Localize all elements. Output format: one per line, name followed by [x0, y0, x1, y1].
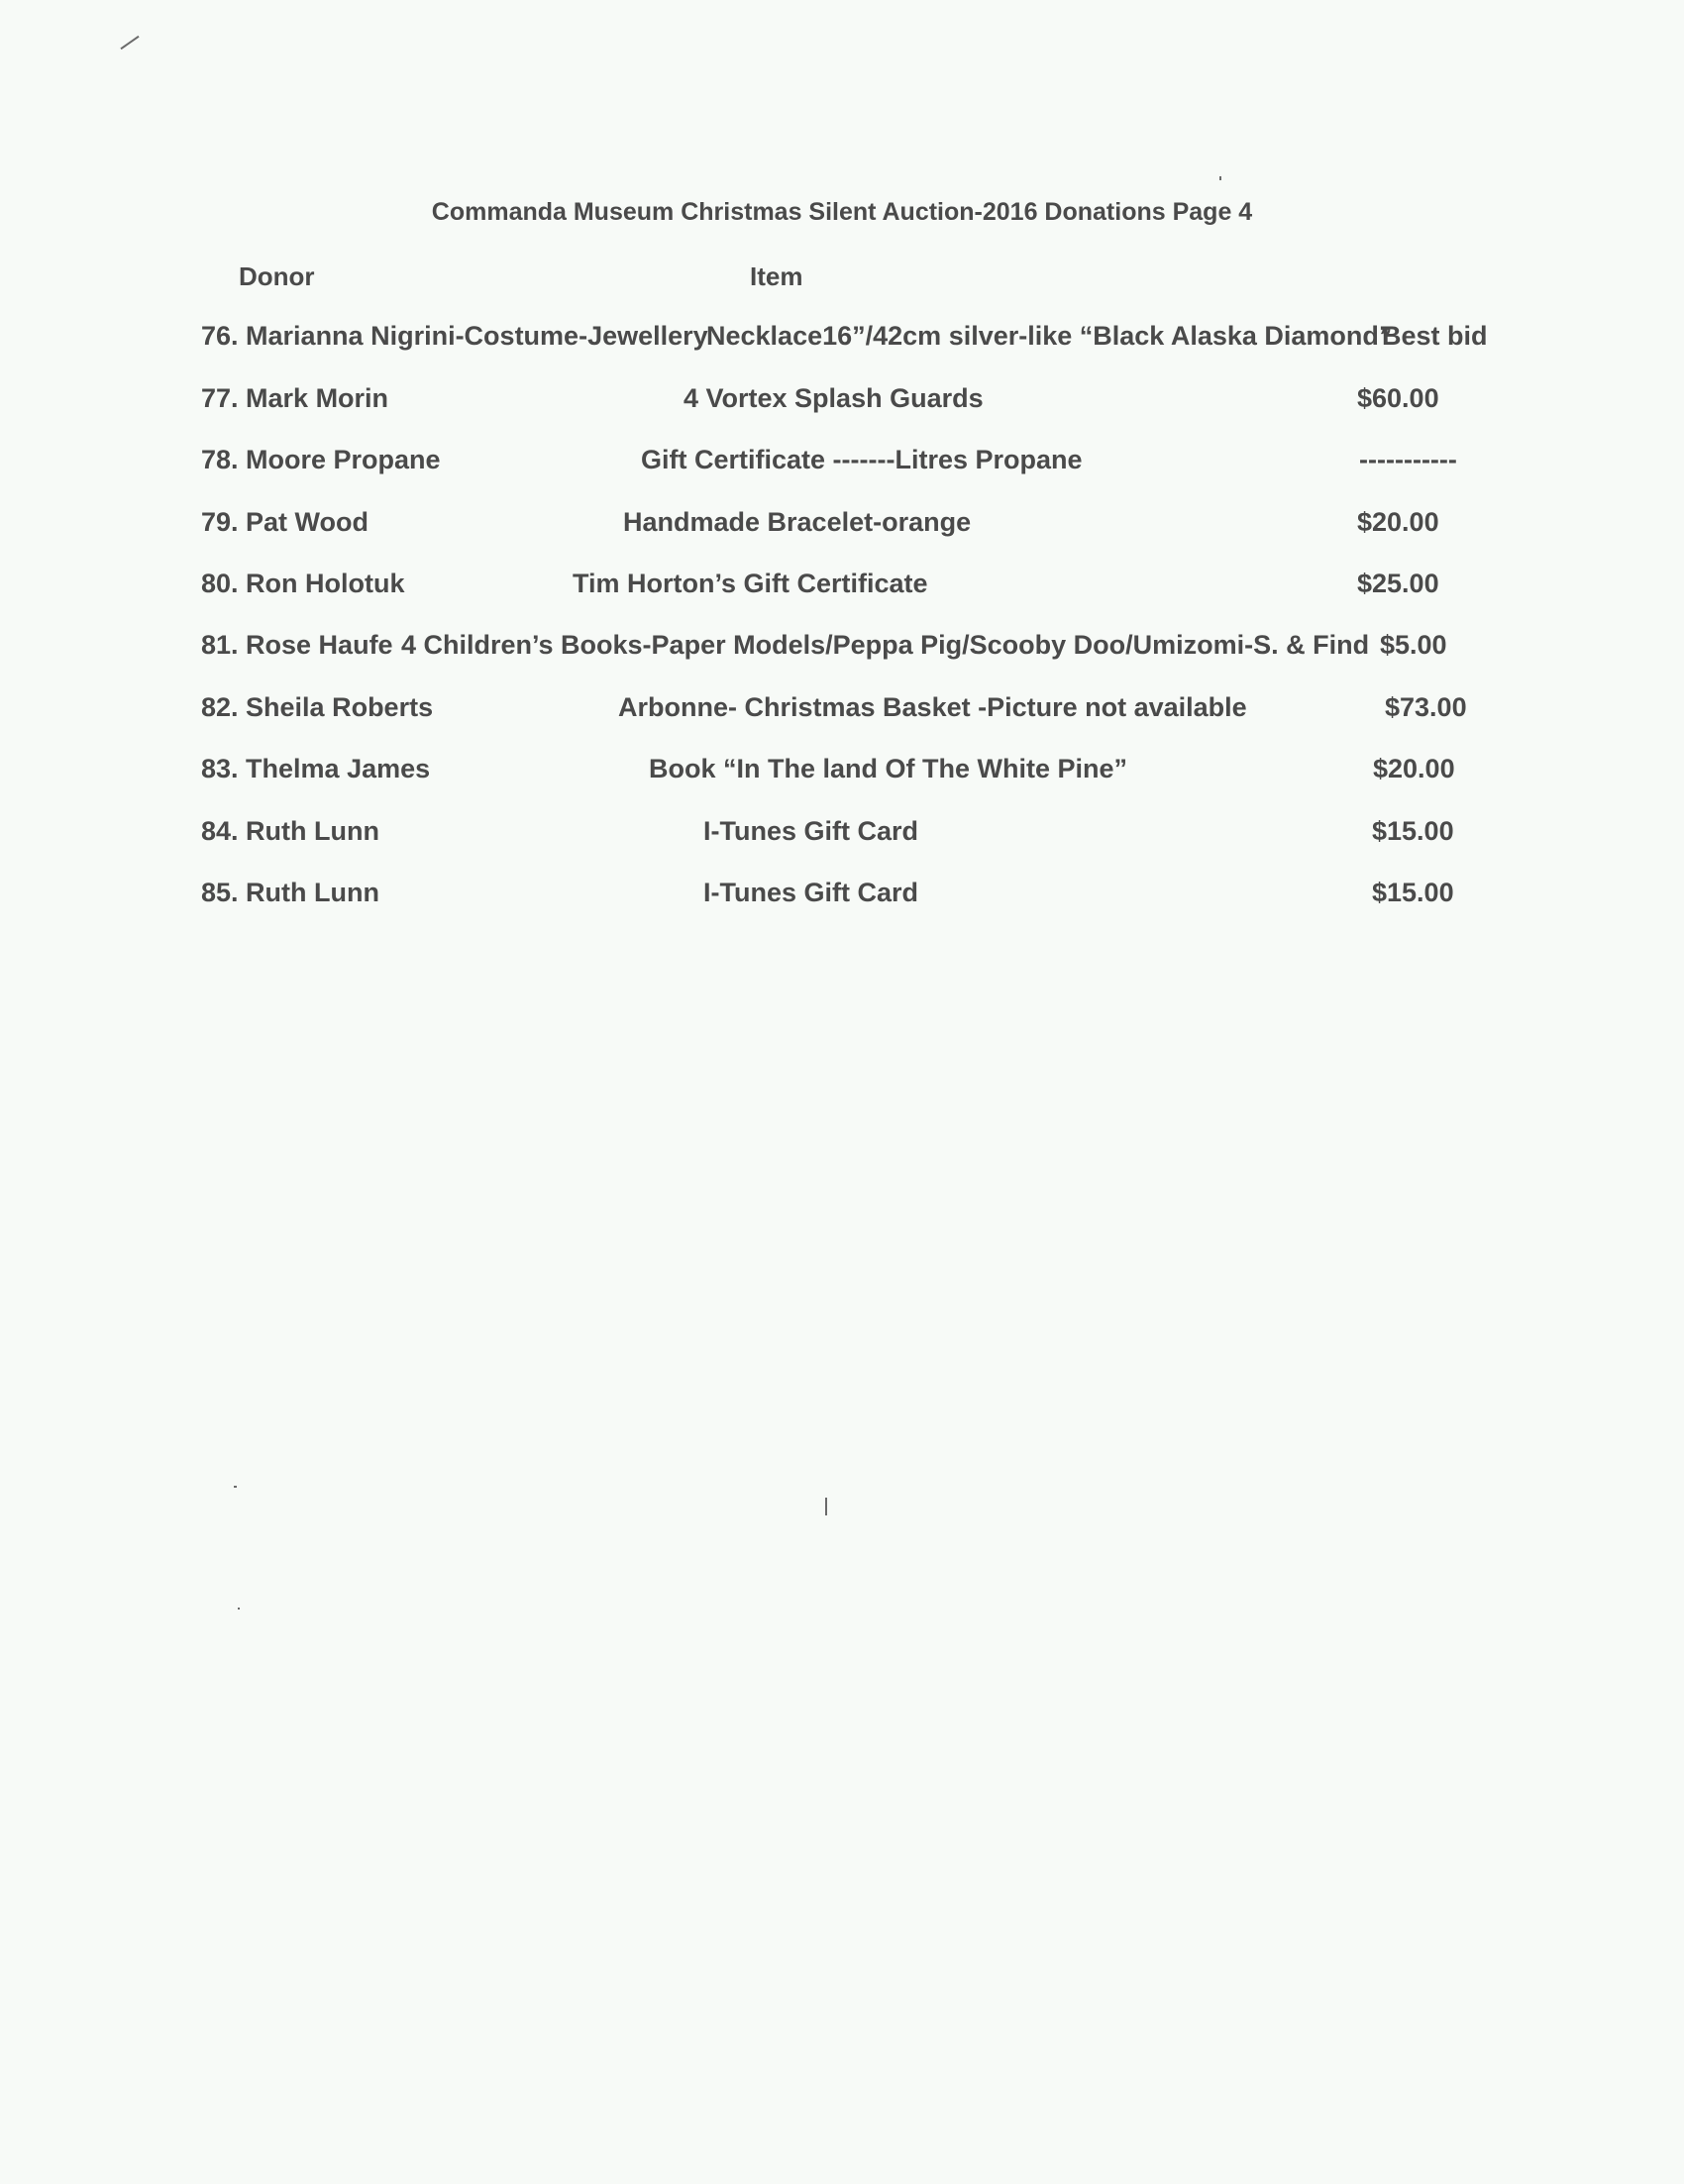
item-description: I-Tunes Gift Card [703, 878, 919, 907]
donation-row [0, 445, 1684, 484]
donation-row [0, 692, 1684, 732]
column-header-item: Item [750, 261, 803, 291]
item-description: Tim Horton’s Gift Certificate [573, 569, 928, 598]
donation-row [0, 878, 1684, 917]
item-price: $20.00 [1357, 507, 1439, 537]
item-price: $15.00 [1372, 816, 1454, 846]
speck-mark [825, 1498, 827, 1515]
item-price: Best bid [1382, 321, 1488, 351]
item-description: Arbonne- Christmas Basket -Picture not available [618, 692, 1247, 722]
donation-row [0, 321, 1684, 361]
donor-name: 81. Rose Haufe [201, 630, 393, 660]
item-description: 4 Vortex Splash Guards [684, 383, 984, 413]
donor-name: 78. Moore Propane [201, 445, 441, 474]
item-price: ----------- [1359, 445, 1457, 474]
donation-row [0, 754, 1684, 793]
donor-name: 82. Sheila Roberts [201, 692, 434, 722]
donation-row [0, 569, 1684, 608]
item-description: I-Tunes Gift Card [703, 816, 919, 846]
item-price: $15.00 [1372, 878, 1454, 907]
donor-name: 80. Ron Holotuk [201, 569, 405, 598]
item-description: Gift Certificate -------Litres Propane [641, 445, 1083, 474]
item-description: Book “In The land Of The White Pine” [649, 754, 1128, 783]
item-description: 4 Children’s Books-Paper Models/Peppa Pig/Scooby Doo/Umizomi-S. & Find [401, 630, 1370, 660]
donor-name: 83. Thelma James [201, 754, 431, 783]
speck-mark [1219, 176, 1221, 180]
speck-mark [234, 1486, 237, 1488]
donor-name: 76. Marianna Nigrini-Costume-Jewellery [201, 321, 708, 351]
item-price: $73.00 [1385, 692, 1467, 722]
item-description: Necklace16”/42cm silver-like “Black Alaska Diamond” [706, 321, 1393, 351]
donor-name: 84. Ruth Lunn [201, 816, 379, 846]
donor-name: 79. Pat Wood [201, 507, 369, 537]
donation-row [0, 630, 1684, 670]
donation-row [0, 816, 1684, 856]
donor-name: 77. Mark Morin [201, 383, 389, 413]
item-price: $5.00 [1380, 630, 1447, 660]
item-price: $60.00 [1357, 383, 1439, 413]
item-price: $20.00 [1373, 754, 1455, 783]
item-price: $25.00 [1357, 569, 1439, 598]
column-header-donor: Donor [239, 261, 315, 291]
item-description: Handmade Bracelet-orange [623, 507, 972, 537]
donation-row [0, 383, 1684, 423]
speck-mark [238, 1608, 240, 1610]
donor-name: 85. Ruth Lunn [201, 878, 379, 907]
donation-row [0, 507, 1684, 547]
document-title: Commanda Museum Christmas Silent Auction-2016 Donations Page 4 [431, 198, 1253, 226]
pen-mark [120, 36, 139, 50]
